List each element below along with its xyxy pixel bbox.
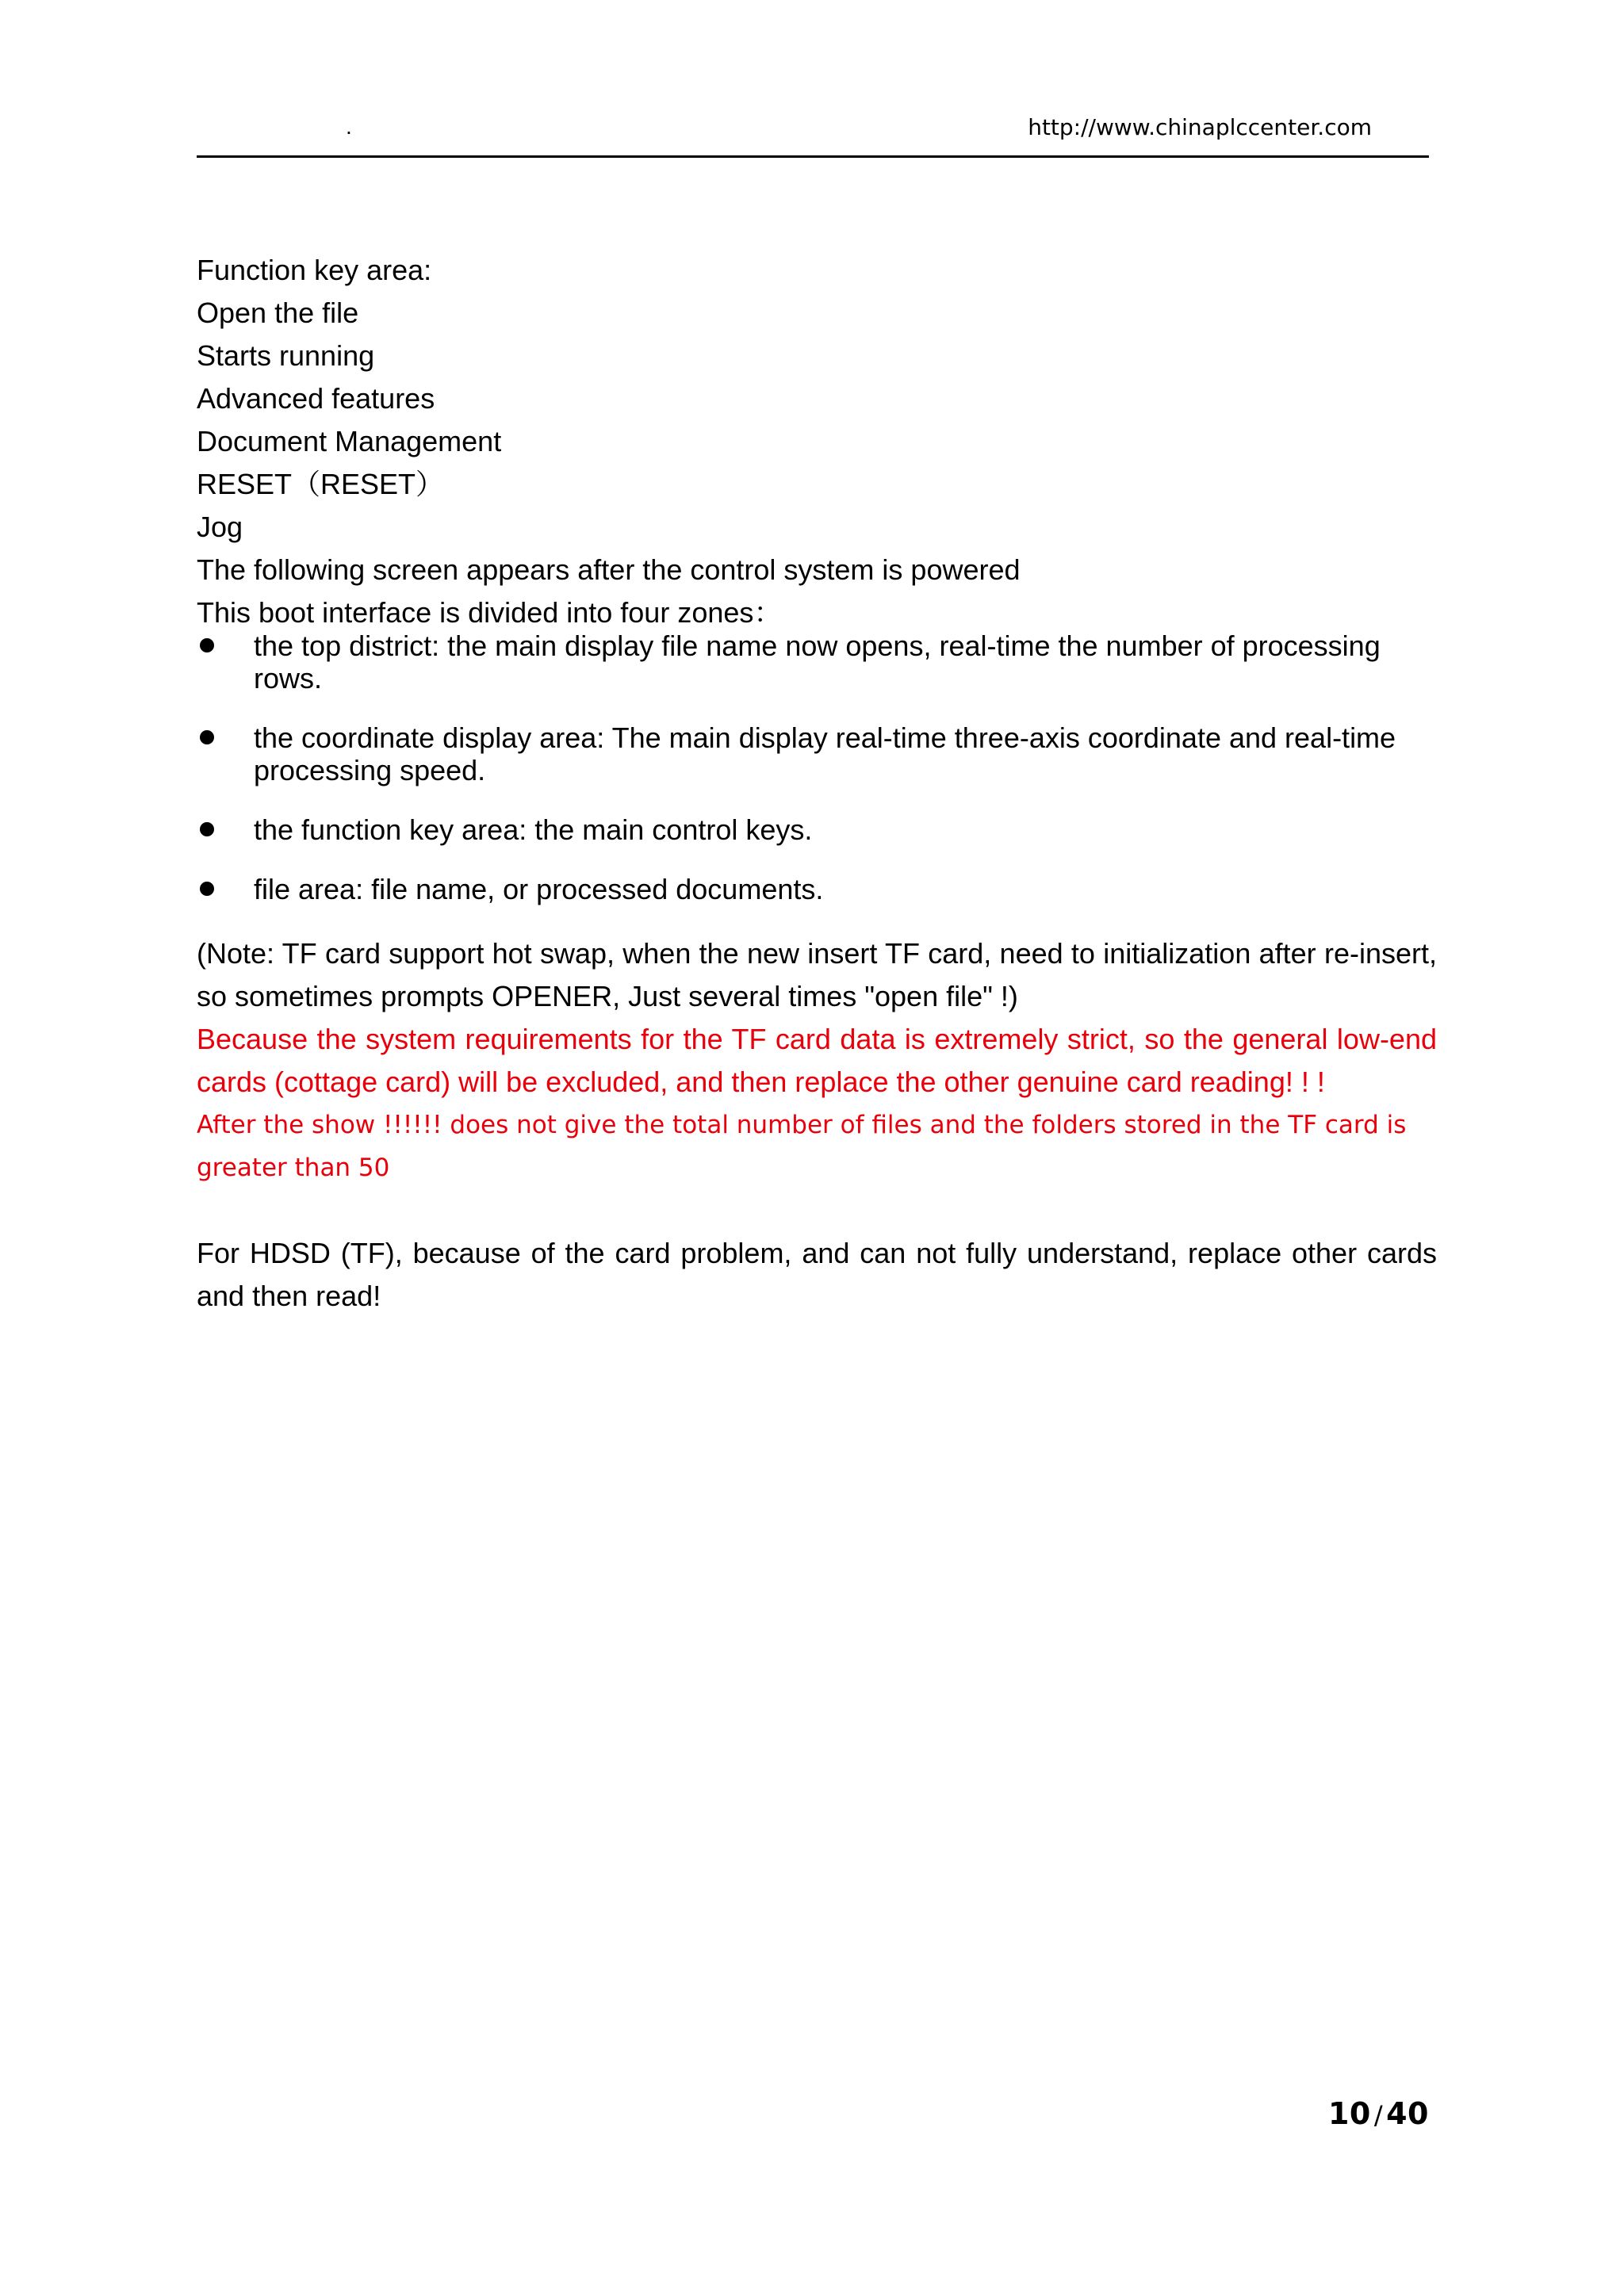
text-line: The following screen appears after the control system is powered xyxy=(197,553,1021,586)
text-line: Document Management xyxy=(197,425,502,457)
bullet-icon xyxy=(200,882,214,896)
page-separator: / xyxy=(1373,2100,1384,2130)
list-item-text: the coordinate display area: The main display real-time three-axis coordinate and real-time processing speed. xyxy=(254,721,1396,786)
page-total: 40 xyxy=(1386,2096,1429,2131)
warning-note: After the show !!!!!! does not give the total number of files and the folders stored in the TF card is greater than 50 xyxy=(197,1111,1407,1182)
text-line: Open the file xyxy=(197,297,359,329)
text-line: This boot interface is divided into four zones： xyxy=(197,596,783,629)
list-item-text: the top district: the main display file name now opens, real-time the number of processing rows. xyxy=(254,629,1381,695)
text-line: RESET（RESET） xyxy=(197,468,445,500)
note-paragraph: (Note: TF card support hot swap, when the new insert TF card, need to initialization after re-insert, so sometimes prompts OPENER, Just several times "open file" !) xyxy=(197,937,1437,1012)
document-body xyxy=(197,249,1437,1318)
list-item xyxy=(197,813,1437,846)
list-item xyxy=(197,629,1437,695)
page-current: 10 xyxy=(1327,2096,1371,2131)
bullet-icon xyxy=(200,822,214,836)
text-line: Function key area: xyxy=(197,254,432,286)
header-mark: . xyxy=(346,114,352,139)
final-paragraph: For HDSD (TF), because of the card problem, and can not fully understand, replace other cards and then read! xyxy=(197,1237,1437,1312)
bullet-icon xyxy=(200,638,214,652)
text-line: Jog xyxy=(197,511,243,543)
text-line: Starts running xyxy=(197,339,375,372)
warning-paragraph: Because the system requirements for the TF card data is extremely strict, so the general low-end cards (cottage card) will be excluded, and then replace the other genuine card reading! ! ! xyxy=(197,1023,1437,1098)
header-url: http://www.chinaplccenter.com xyxy=(1028,114,1372,140)
bullet-icon xyxy=(200,730,214,744)
header-divider xyxy=(197,155,1429,158)
list-item-text: file area: file name, or processed documents. xyxy=(254,873,824,905)
zone-list xyxy=(197,629,1437,905)
list-item xyxy=(197,873,1437,905)
page-number xyxy=(1328,2096,1429,2131)
list-item xyxy=(197,721,1437,786)
text-line: Advanced features xyxy=(197,382,435,415)
list-item-text: the function key area: the main control keys. xyxy=(254,813,813,846)
